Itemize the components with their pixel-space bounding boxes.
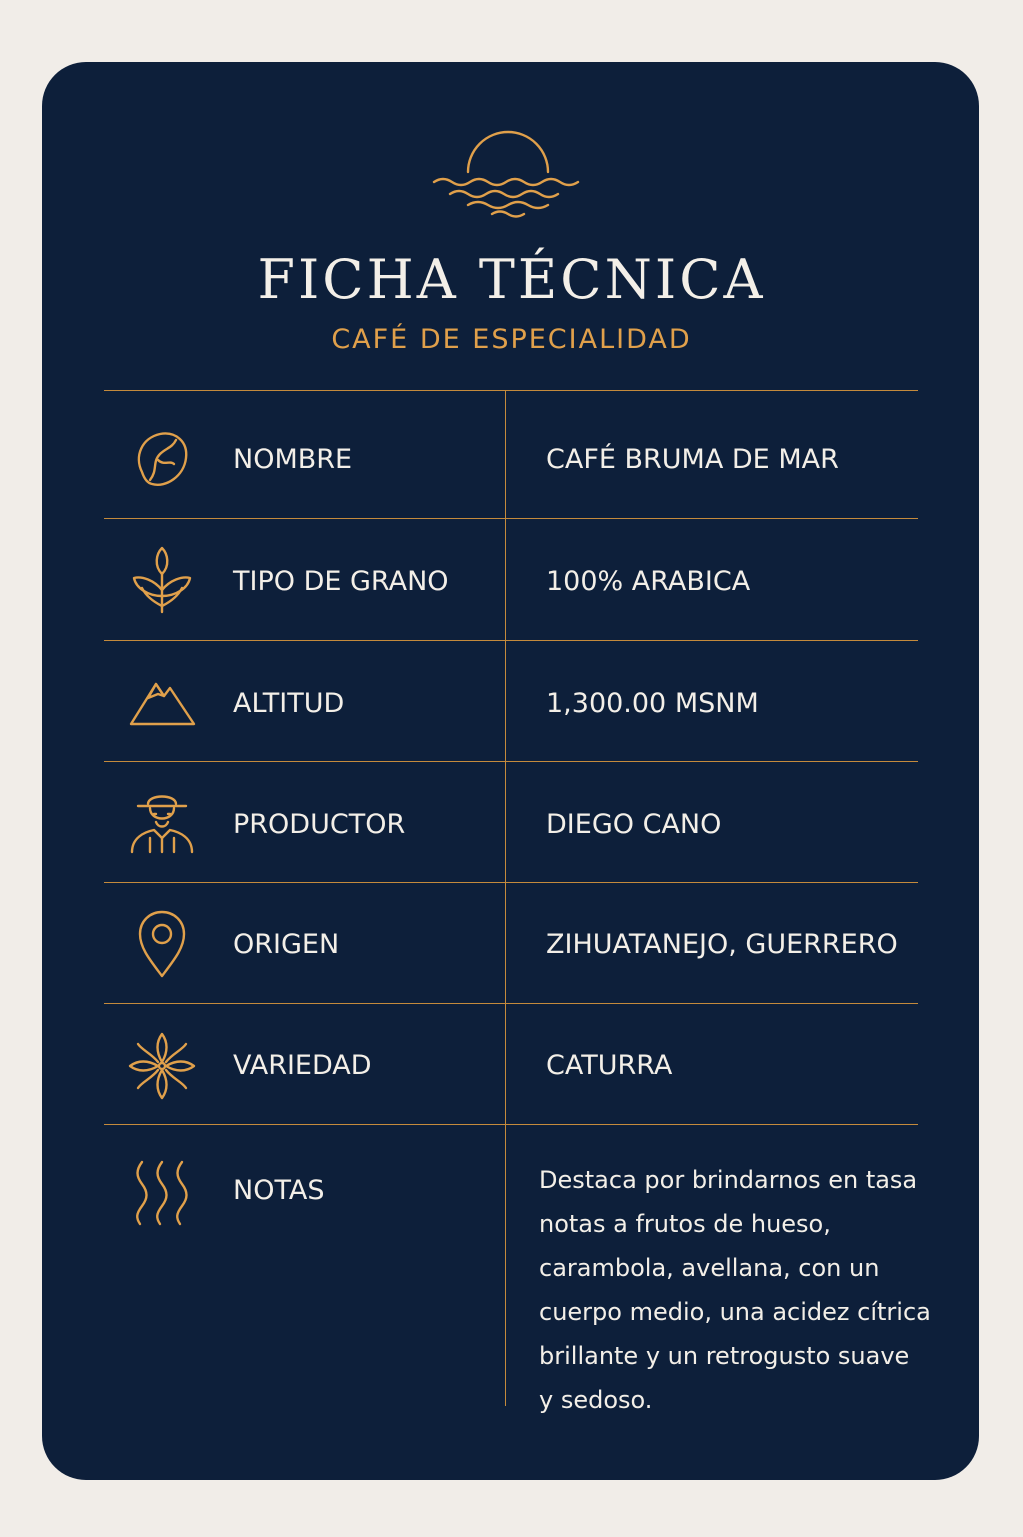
row-label: PRODUCTOR (233, 809, 406, 840)
row-divider (104, 518, 918, 519)
page-title: FICHA TÉCNICA (257, 248, 766, 311)
row-value: 100% ARABICA (546, 566, 751, 597)
row-divider (104, 761, 918, 762)
column-divider (505, 391, 506, 1406)
row-value: ZIHUATANEJO, GUERRERO (546, 929, 898, 960)
sun-over-waves-icon (432, 120, 584, 220)
coffee-bean-icon (128, 426, 196, 494)
location-pin-icon (128, 910, 196, 978)
row-label: NOTAS (233, 1175, 325, 1206)
row-value: DIEGO CANO (546, 809, 722, 840)
row-label: TIPO DE GRANO (233, 566, 449, 597)
row-label: NOMBRE (233, 444, 353, 475)
table-top-divider (104, 390, 918, 391)
farmer-icon (128, 788, 196, 856)
coffee-flower-icon (128, 1032, 196, 1100)
mountain-icon (128, 668, 196, 736)
row-divider (104, 1003, 918, 1004)
row-divider (104, 882, 918, 883)
row-divider (104, 1124, 918, 1125)
row-divider (104, 640, 918, 641)
row-label: VARIEDAD (233, 1050, 372, 1081)
row-value: 1,300.00 MSNM (546, 688, 759, 719)
row-value: CATURRA (546, 1050, 673, 1081)
notes-description: Destaca por brindarnos en tasa notas a frutos de hueso, carambola, avellana, con un cuerpo medio, una acidez cítrica brillante y un retrogusto suave y sedoso. (539, 1166, 931, 1414)
row-label: ALTITUD (233, 688, 345, 719)
aroma-steam-icon (128, 1158, 196, 1226)
page-subtitle: CAFÉ DE ESPECIALIDAD (331, 324, 692, 355)
plant-sprout-icon (128, 546, 196, 614)
row-label: ORIGEN (233, 929, 340, 960)
row-value: CAFÉ BRUMA DE MAR (546, 444, 839, 475)
